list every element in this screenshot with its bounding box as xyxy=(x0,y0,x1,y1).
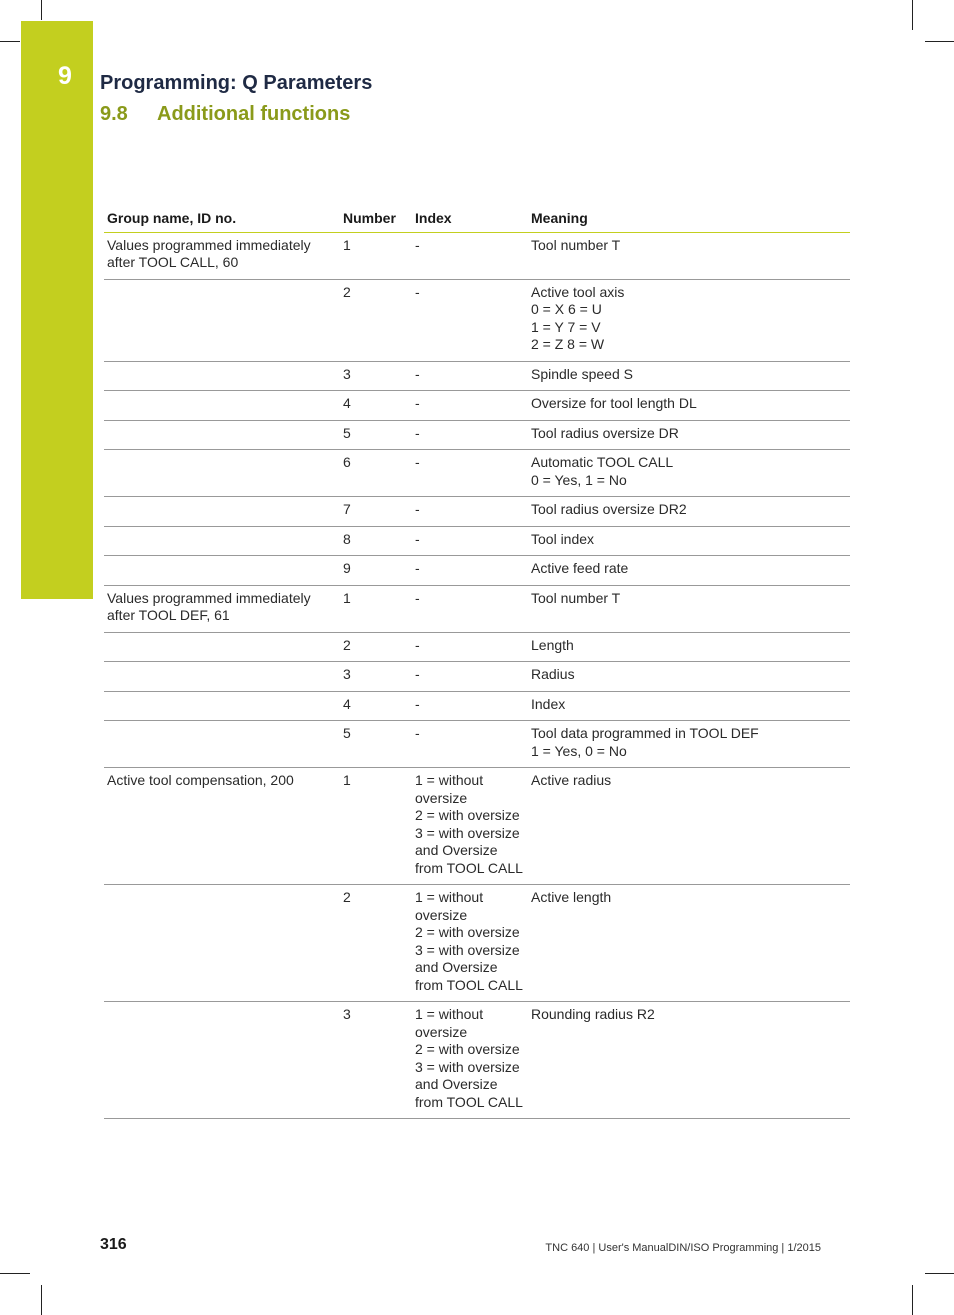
cell-number: 4 xyxy=(340,391,412,421)
cell-meaning: Index xyxy=(528,691,850,721)
cell-index: - xyxy=(412,391,528,421)
cell-group xyxy=(104,361,340,391)
cell-number: 5 xyxy=(340,420,412,450)
q-parameter-table xyxy=(104,205,850,1119)
table-row xyxy=(104,420,850,450)
cell-number: 5 xyxy=(340,721,412,768)
table-row xyxy=(104,721,850,768)
table-row xyxy=(104,556,850,586)
crop-mark xyxy=(41,0,42,20)
cell-meaning: Tool radius oversize DR2 xyxy=(528,497,850,527)
cell-group: Active tool compensation, 200 xyxy=(104,768,340,885)
cell-group xyxy=(104,1002,340,1119)
cell-meaning: Automatic TOOL CALL 0 = Yes, 1 = No xyxy=(528,450,850,497)
chapter-band xyxy=(21,21,93,599)
cell-meaning: Radius xyxy=(528,662,850,692)
cell-group xyxy=(104,721,340,768)
page-number: 316 xyxy=(100,1236,127,1253)
table-row xyxy=(104,632,850,662)
cell-number: 1 xyxy=(340,232,412,279)
cell-meaning: Tool radius oversize DR xyxy=(528,420,850,450)
cell-meaning: Tool number T xyxy=(528,232,850,279)
cell-index: - xyxy=(412,556,528,586)
cell-meaning: Active radius xyxy=(528,768,850,885)
column-header-index: Index xyxy=(412,205,528,232)
cell-number: 9 xyxy=(340,556,412,586)
cell-meaning: Tool number T xyxy=(528,585,850,632)
column-header-number: Number xyxy=(340,205,412,232)
cell-number: 7 xyxy=(340,497,412,527)
cell-group xyxy=(104,497,340,527)
crop-mark xyxy=(912,0,913,30)
cell-meaning: Spindle speed S xyxy=(528,361,850,391)
cell-number: 3 xyxy=(340,361,412,391)
cell-index: - xyxy=(412,279,528,361)
cell-index: - xyxy=(412,450,528,497)
cell-meaning: Tool index xyxy=(528,526,850,556)
crop-mark xyxy=(0,1273,30,1274)
section-heading xyxy=(100,103,350,126)
crop-mark xyxy=(0,41,20,42)
cell-meaning: Active feed rate xyxy=(528,556,850,586)
section-number: 9.8 xyxy=(100,103,128,125)
table-row xyxy=(104,232,850,279)
cell-index: 1 = without oversize 2 = with oversize 3 = with oversize and Oversize from TOOL CALL xyxy=(412,885,528,1002)
cell-group xyxy=(104,662,340,692)
crop-mark xyxy=(41,1285,42,1315)
cell-number: 4 xyxy=(340,691,412,721)
cell-number: 3 xyxy=(340,1002,412,1119)
cell-meaning: Active tool axis 0 = X 6 = U 1 = Y 7 = V 2 = Z 8 = W xyxy=(528,279,850,361)
cell-number: 2 xyxy=(340,279,412,361)
cell-index: - xyxy=(412,497,528,527)
cell-index: - xyxy=(412,691,528,721)
cell-group: Values programmed immediately after TOOL CALL, 60 xyxy=(104,232,340,279)
table-row xyxy=(104,450,850,497)
table-row xyxy=(104,768,850,885)
cell-index: - xyxy=(412,420,528,450)
cell-group xyxy=(104,556,340,586)
cell-index: - xyxy=(412,662,528,692)
cell-index: - xyxy=(412,585,528,632)
table-row xyxy=(104,391,850,421)
cell-index: - xyxy=(412,361,528,391)
cell-group xyxy=(104,632,340,662)
cell-group xyxy=(104,420,340,450)
table-row xyxy=(104,662,850,692)
table-row xyxy=(104,279,850,361)
cell-number: 8 xyxy=(340,526,412,556)
cell-group xyxy=(104,450,340,497)
section-title: Additional functions xyxy=(157,103,351,125)
cell-number: 6 xyxy=(340,450,412,497)
cell-group xyxy=(104,885,340,1002)
table-row xyxy=(104,497,850,527)
cell-group xyxy=(104,526,340,556)
crop-mark xyxy=(925,1273,954,1274)
cell-meaning: Active length xyxy=(528,885,850,1002)
table-body xyxy=(104,232,850,1119)
cell-meaning: Rounding radius R2 xyxy=(528,1002,850,1119)
table-row xyxy=(104,585,850,632)
table-header-row xyxy=(104,205,850,232)
cell-group xyxy=(104,279,340,361)
chapter-number: 9 xyxy=(58,62,72,90)
cell-number: 2 xyxy=(340,885,412,1002)
cell-meaning: Oversize for tool length DL xyxy=(528,391,850,421)
cell-number: 1 xyxy=(340,585,412,632)
crop-mark xyxy=(925,41,954,42)
cell-meaning: Length xyxy=(528,632,850,662)
cell-meaning: Tool data programmed in TOOL DEF 1 = Yes, 0 = No xyxy=(528,721,850,768)
cell-index: - xyxy=(412,232,528,279)
table-row xyxy=(104,691,850,721)
cell-index: 1 = without oversize 2 = with oversize 3 = with oversize and Oversize from TOOL CALL xyxy=(412,1002,528,1119)
crop-mark xyxy=(912,1285,913,1315)
table-row xyxy=(104,526,850,556)
table-row xyxy=(104,1002,850,1119)
cell-index: 1 = without oversize 2 = with oversize 3 = with oversize and Oversize from TOOL CALL xyxy=(412,768,528,885)
cell-group xyxy=(104,391,340,421)
cell-group xyxy=(104,691,340,721)
column-header-group: Group name, ID no. xyxy=(104,205,340,232)
table-row xyxy=(104,885,850,1002)
chapter-title: Programming: Q Parameters xyxy=(100,72,373,94)
cell-index: - xyxy=(412,526,528,556)
cell-number: 1 xyxy=(340,768,412,885)
footer-text: TNC 640 | User's ManualDIN/ISO Programming | 1/2015 xyxy=(545,1242,821,1254)
cell-index: - xyxy=(412,632,528,662)
cell-number: 2 xyxy=(340,632,412,662)
column-header-meaning: Meaning xyxy=(528,205,850,232)
cell-number: 3 xyxy=(340,662,412,692)
cell-group: Values programmed immediately after TOOL DEF, 61 xyxy=(104,585,340,632)
cell-index: - xyxy=(412,721,528,768)
table-row xyxy=(104,361,850,391)
